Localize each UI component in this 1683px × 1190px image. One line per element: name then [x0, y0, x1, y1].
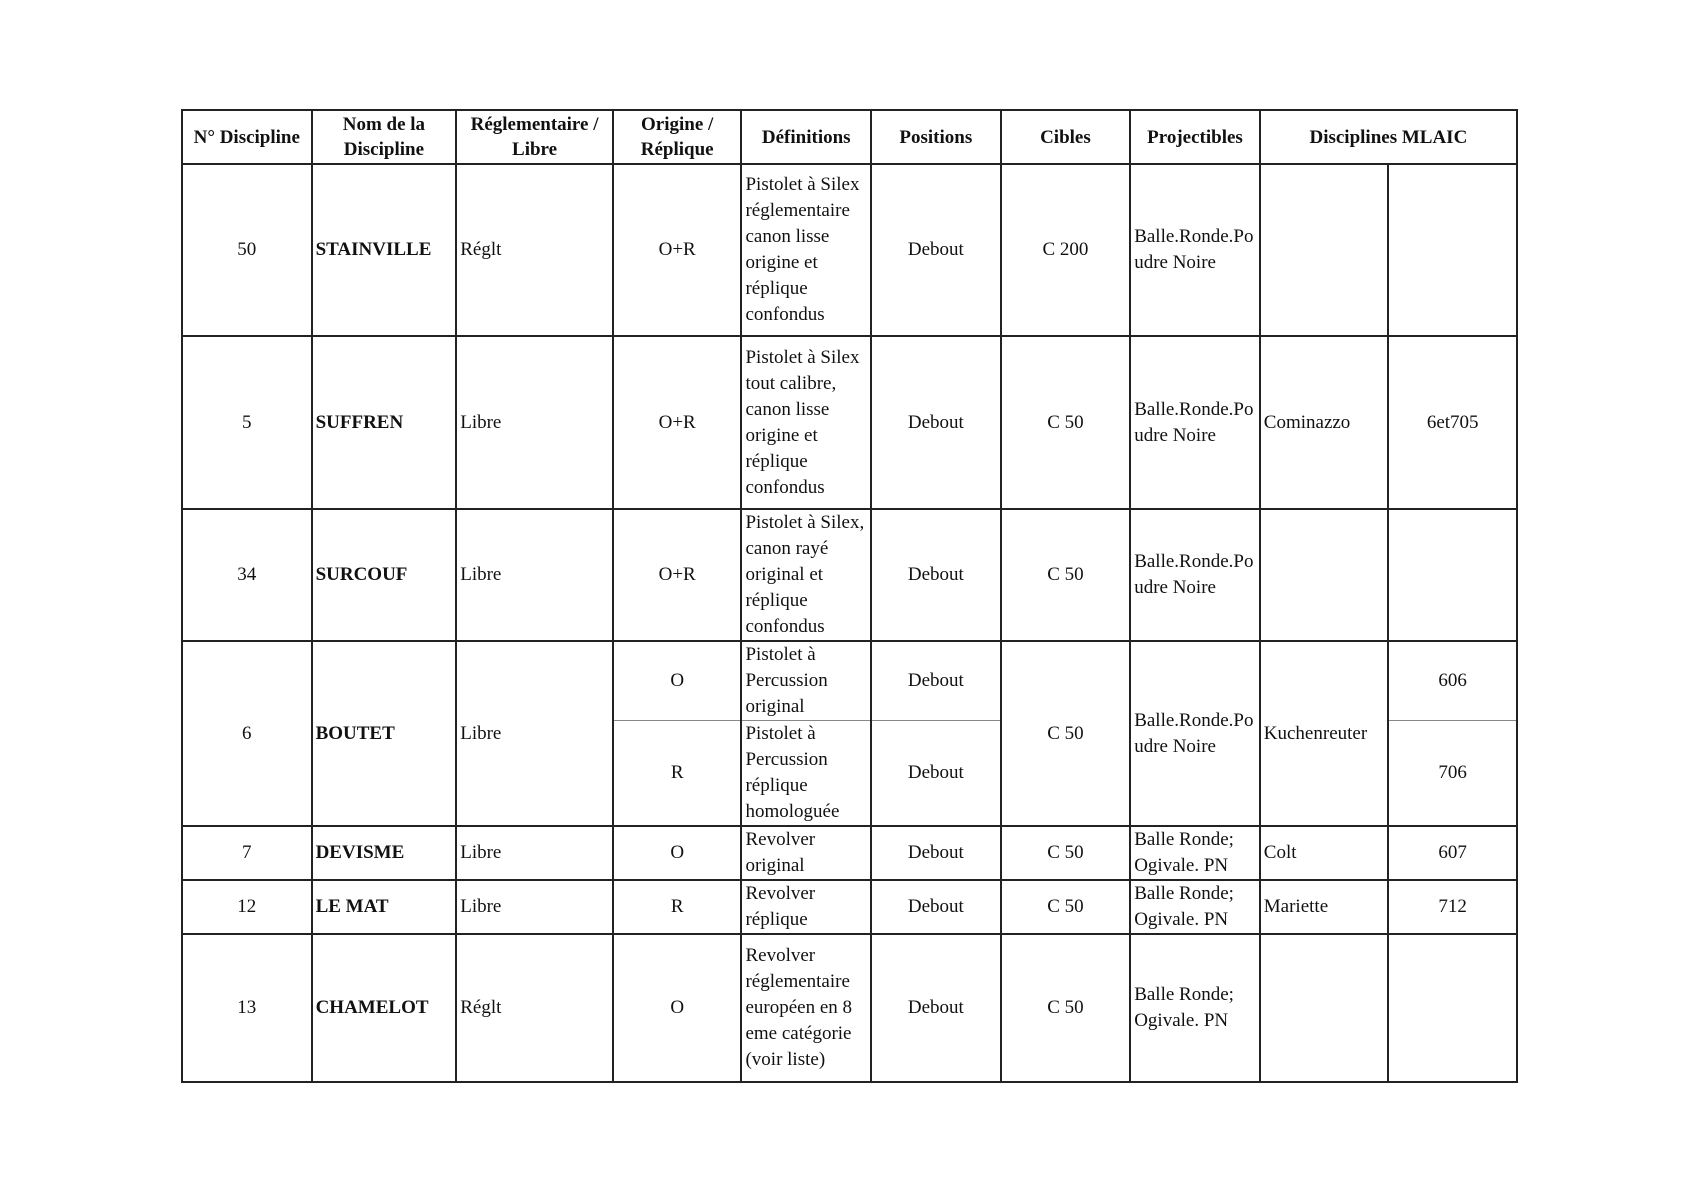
discipline-number: 13 — [182, 934, 312, 1082]
mlaic-code: 706 — [1388, 721, 1517, 827]
table-row — [182, 336, 1517, 509]
origin-replica: R — [613, 721, 742, 827]
mlaic-code: 6et705 — [1388, 336, 1517, 509]
definition: Revolver réglementaire européen en 8 eme catégorie (voir liste) — [741, 934, 871, 1082]
header-projectiles: Projectibles — [1130, 110, 1260, 164]
discipline-name: CHAMELOT — [312, 934, 457, 1082]
table-row — [182, 164, 1517, 336]
mlaic-code — [1388, 164, 1517, 336]
position: Debout — [871, 509, 1001, 641]
header-row — [182, 110, 1517, 164]
projectile: Balle.Ronde.Poudre Noire — [1130, 164, 1260, 336]
definition: Revolver réplique — [741, 880, 871, 934]
discipline-number: 50 — [182, 164, 312, 336]
origin-replica: O — [613, 934, 742, 1082]
position: Debout — [871, 880, 1001, 934]
target: C 50 — [1001, 826, 1131, 880]
regl-libre: Réglt — [456, 164, 613, 336]
header-positions: Positions — [871, 110, 1001, 164]
definition: Pistolet à Silex tout calibre, canon lisse origine et réplique confondus — [741, 336, 871, 509]
target: C 50 — [1001, 934, 1131, 1082]
table-row — [182, 641, 1517, 721]
origin-replica: R — [613, 880, 742, 934]
table-row — [182, 934, 1517, 1082]
mlaic-name — [1260, 934, 1389, 1082]
mlaic-name: Cominazzo — [1260, 336, 1389, 509]
discipline-number: 34 — [182, 509, 312, 641]
definition: Revolver original — [741, 826, 871, 880]
discipline-name: SUFFREN — [312, 336, 457, 509]
mlaic-code — [1388, 934, 1517, 1082]
position: Debout — [871, 336, 1001, 509]
position: Debout — [871, 164, 1001, 336]
discipline-number: 5 — [182, 336, 312, 509]
mlaic-name: Kuchenreuter — [1260, 641, 1389, 826]
regl-libre: Libre — [456, 509, 613, 641]
header-num: N° Discipline — [182, 110, 312, 164]
target: C 50 — [1001, 336, 1131, 509]
target: C 200 — [1001, 164, 1131, 336]
table-row — [182, 880, 1517, 934]
definition: Pistolet à Silex, canon rayé original et réplique confondus — [741, 509, 871, 641]
mlaic-code — [1388, 509, 1517, 641]
definition: Pistolet à Percussion original — [741, 641, 871, 721]
projectile: Balle Ronde; Ogivale. PN — [1130, 934, 1260, 1082]
table-row — [182, 826, 1517, 880]
origin-replica: O+R — [613, 336, 742, 509]
target: C 50 — [1001, 880, 1131, 934]
header-targets: Cibles — [1001, 110, 1131, 164]
position: Debout — [871, 934, 1001, 1082]
target: C 50 — [1001, 509, 1131, 641]
regl-libre: Libre — [456, 641, 613, 826]
projectile: Balle.Ronde.Poudre Noire — [1130, 509, 1260, 641]
table-row — [182, 509, 1517, 641]
mlaic-name — [1260, 509, 1389, 641]
discipline-number: 7 — [182, 826, 312, 880]
discipline-number: 12 — [182, 880, 312, 934]
disciplines-table — [181, 109, 1518, 1083]
header-regl: Réglementaire / Libre — [456, 110, 613, 164]
regl-libre: Libre — [456, 826, 613, 880]
origin-replica: O — [613, 641, 742, 721]
definition: Pistolet à Percussion réplique homologuée — [741, 721, 871, 827]
discipline-name: LE MAT — [312, 880, 457, 934]
mlaic-code: 607 — [1388, 826, 1517, 880]
projectile: Balle.Ronde.Poudre Noire — [1130, 336, 1260, 509]
header-origin: Origine / Réplique — [613, 110, 742, 164]
origin-replica: O+R — [613, 509, 742, 641]
discipline-name: BOUTET — [312, 641, 457, 826]
target: C 50 — [1001, 641, 1131, 826]
origin-replica: O+R — [613, 164, 742, 336]
definition: Pistolet à Silex réglementaire canon lisse origine et réplique confondus — [741, 164, 871, 336]
discipline-name: SURCOUF — [312, 509, 457, 641]
discipline-name: DEVISME — [312, 826, 457, 880]
mlaic-name — [1260, 164, 1389, 336]
position: Debout — [871, 721, 1001, 827]
discipline-number: 6 — [182, 641, 312, 826]
mlaic-code: 712 — [1388, 880, 1517, 934]
discipline-name: STAINVILLE — [312, 164, 457, 336]
origin-replica: O — [613, 826, 742, 880]
projectile: Balle Ronde; Ogivale. PN — [1130, 826, 1260, 880]
regl-libre: Réglt — [456, 934, 613, 1082]
header-name: Nom de la Discipline — [312, 110, 457, 164]
regl-libre: Libre — [456, 880, 613, 934]
position: Debout — [871, 826, 1001, 880]
header-definitions: Définitions — [741, 110, 871, 164]
regl-libre: Libre — [456, 336, 613, 509]
projectile: Balle.Ronde.Poudre Noire — [1130, 641, 1260, 826]
mlaic-code: 606 — [1388, 641, 1517, 721]
projectile: Balle Ronde; Ogivale. PN — [1130, 880, 1260, 934]
mlaic-name: Mariette — [1260, 880, 1389, 934]
mlaic-name: Colt — [1260, 826, 1389, 880]
header-mlaic: Disciplines MLAIC — [1260, 110, 1517, 164]
position: Debout — [871, 641, 1001, 721]
